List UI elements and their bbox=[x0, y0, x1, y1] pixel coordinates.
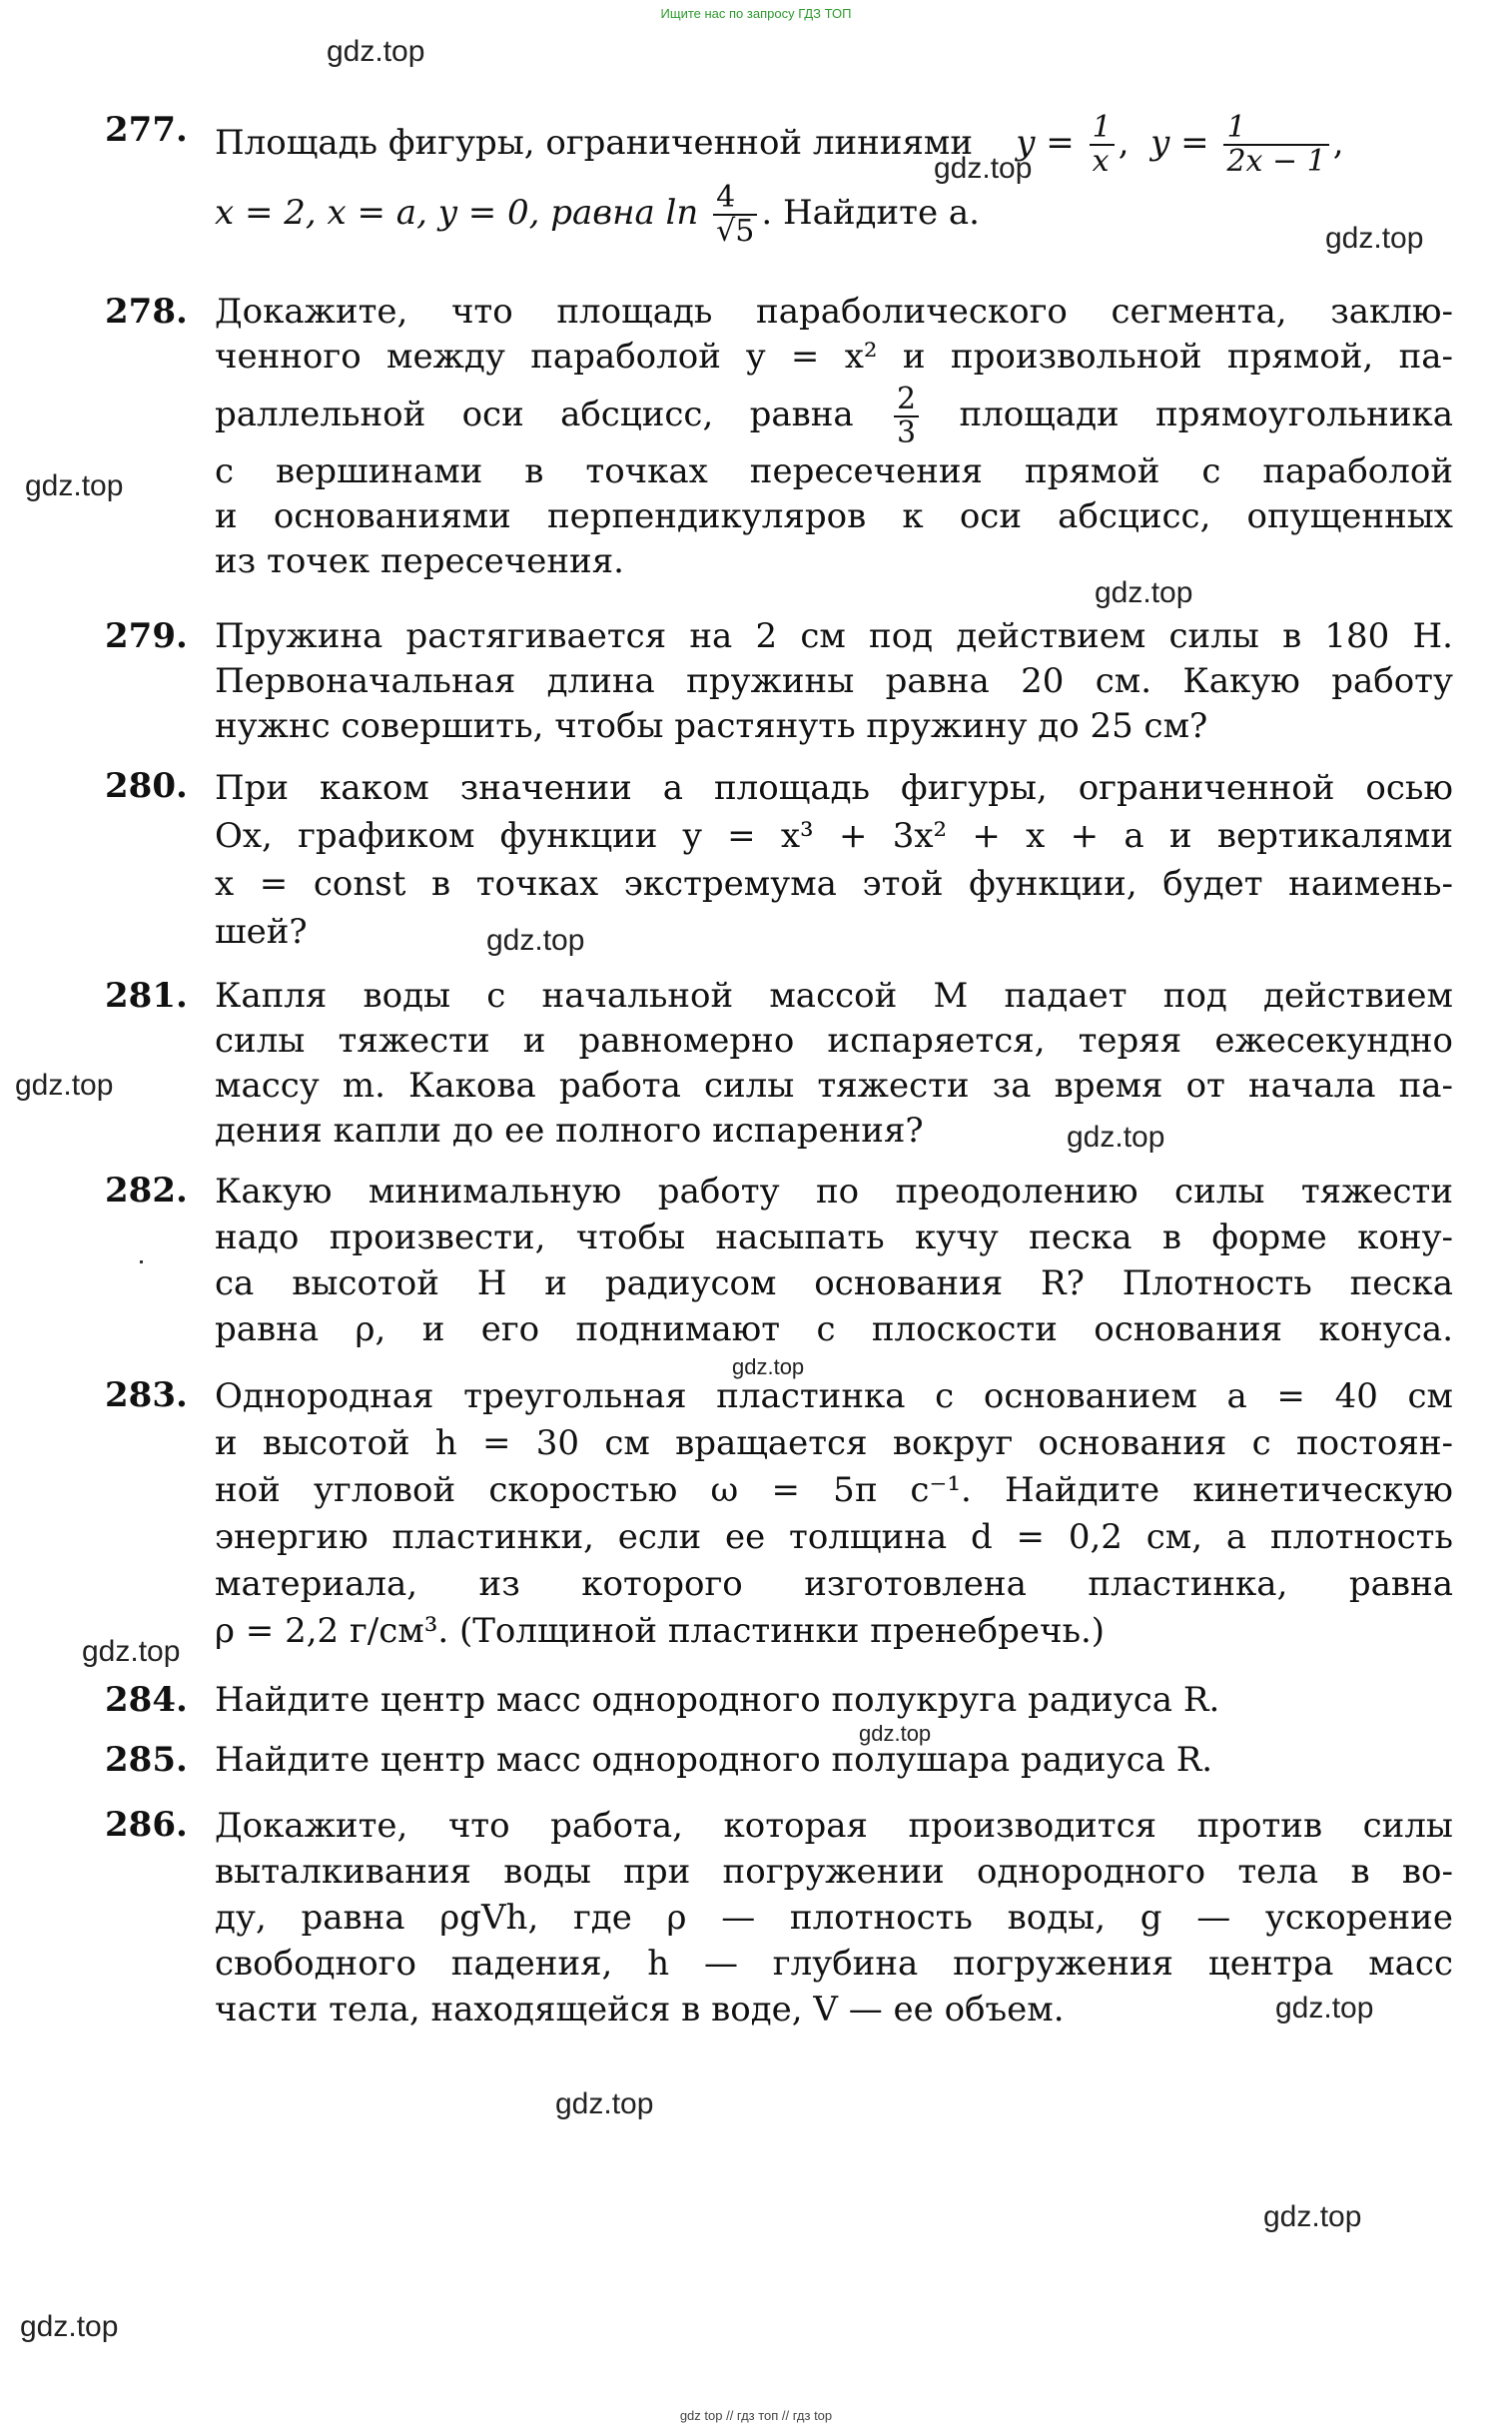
problem-text bbox=[215, 764, 1453, 956]
problem-number: 286. bbox=[105, 1805, 188, 1845]
problem-text bbox=[215, 1169, 1453, 1352]
formula-lhs: y = bbox=[1150, 123, 1209, 163]
watermark: gdz.top bbox=[25, 469, 124, 502]
problem-number: 278. bbox=[105, 292, 188, 332]
problem-number: 285. bbox=[105, 1740, 188, 1780]
text-line: Докажите, что работа, которая производится против силы bbox=[215, 1806, 1453, 1846]
watermark: gdz.top bbox=[82, 1635, 181, 1668]
problem-number: 280. bbox=[105, 766, 188, 806]
problem-279 bbox=[105, 614, 1453, 749]
fraction bbox=[894, 384, 919, 449]
text-fragment: . Найдите a. bbox=[761, 193, 980, 233]
problem-278 bbox=[105, 290, 1453, 584]
numerator: 4 bbox=[713, 182, 757, 216]
text-line: материала, из которого изготовлена пластинка, равна bbox=[215, 1564, 1453, 1604]
watermark: gdz.top bbox=[859, 1721, 932, 1746]
denominator: 2x − 1 bbox=[1226, 144, 1326, 179]
problem-text bbox=[215, 1678, 1453, 1723]
text-line: массу m. Какова работа силы тяжести за время от начала па- bbox=[215, 1066, 1453, 1106]
problem-number: 282. bbox=[105, 1171, 188, 1211]
watermark: gdz.top bbox=[1275, 1992, 1374, 2025]
fraction bbox=[1223, 112, 1328, 178]
formula-lhs: y = bbox=[1016, 123, 1075, 163]
problem-text: Площадь фигуры, ограниченной линиями y = $\frac{1}{x}$ , y = $\frac{1}{2x - 1}$ , x = 2, x = a, y = 0, равна ln $\frac{4}{√5}$ . Найдите a. bbox=[215, 110, 1344, 249]
watermark: gdz.top bbox=[327, 35, 425, 68]
watermark: gdz.top bbox=[20, 2310, 119, 2343]
text-line: Однородная треугольная пластинка с основанием a = 40 см bbox=[215, 1376, 1453, 1416]
problem-282 bbox=[105, 1169, 1453, 1352]
text-line: шей? bbox=[215, 912, 308, 952]
watermark: gdz.top bbox=[486, 924, 585, 957]
watermark: gdz.top bbox=[1263, 2200, 1362, 2233]
text-line: са высотой H и радиусом основания R? Плотность песка bbox=[215, 1263, 1453, 1303]
problem-number: 284. bbox=[105, 1680, 188, 1720]
watermark: gdz.top bbox=[555, 2087, 654, 2120]
watermark: gdz.top bbox=[15, 1069, 114, 1102]
text-line: из точек пересечения. bbox=[215, 541, 624, 581]
problem-number: 281. bbox=[105, 976, 188, 1016]
problem-285 bbox=[105, 1738, 1453, 1783]
watermark: gdz.top bbox=[732, 1354, 805, 1379]
text-fragment: раллельной оси абсцисс, равна bbox=[215, 395, 854, 434]
problem-text bbox=[215, 290, 1453, 584]
problem-280 bbox=[105, 764, 1453, 956]
problem-text bbox=[215, 614, 1453, 749]
text-line: части тела, находящейся в воде, V — ее объем. bbox=[215, 1990, 1065, 2030]
text-line: надо произвести, чтобы насыпать кучу песка в форме кону- bbox=[215, 1218, 1453, 1257]
problem-text bbox=[215, 1803, 1453, 2032]
numerator: 2 bbox=[894, 384, 919, 417]
problem-text bbox=[215, 974, 1453, 1154]
watermark: gdz.top bbox=[1325, 222, 1424, 255]
text-fragment: площади прямоугольника bbox=[959, 395, 1454, 434]
text-line: ду, равна ρgVh, где ρ — плотность воды, g — ускорение bbox=[215, 1898, 1453, 1938]
problem-number: 277. bbox=[105, 110, 188, 150]
text-line: Ox, графиком функции y = x³ + 3x² + x + a и вертикалями bbox=[215, 816, 1453, 856]
text-fragment: Площадь фигуры, ограниченной линиями bbox=[215, 123, 974, 163]
text-line: ρ = 2,2 г/см³. (Толщиной пластинки пренебречь.) bbox=[215, 1611, 1106, 1651]
text-line: Докажите, что площадь параболического сегмента, заклю- bbox=[215, 292, 1453, 332]
problem-284 bbox=[105, 1678, 1453, 1723]
text-line: с вершинами в точках пересечения прямой с параболой bbox=[215, 451, 1453, 491]
denominator: √5 bbox=[716, 214, 755, 249]
problem-text bbox=[215, 1373, 1453, 1655]
text-line: При каком значении a площадь фигуры, ограниченной осью bbox=[215, 768, 1453, 808]
text-line: и основаниями перпендикуляров к оси абсцисс, опущенных bbox=[215, 496, 1453, 536]
text-line: и высотой h = 30 см вращается вокруг основания с постоян- bbox=[215, 1423, 1453, 1463]
problem-283 bbox=[105, 1373, 1453, 1655]
text-line: x = const в точках экстремума этой функции, будет наимень- bbox=[215, 864, 1453, 904]
text-line: выталкивания воды при погружении однородного тела в во- bbox=[215, 1852, 1453, 1892]
text-line: энергию пластинки, если ее толщина d = 0,2 см, а плотность bbox=[215, 1517, 1453, 1557]
text-line: ной угловой скоростью ω = 5π с⁻¹. Найдите кинетическую bbox=[215, 1470, 1453, 1510]
text-line: Пружина растягивается на 2 см под действием силы в 180 Н. bbox=[215, 616, 1453, 656]
header-note: Ищите нас по запросу ГДЗ ТОП bbox=[660, 6, 852, 21]
fraction bbox=[713, 182, 757, 248]
watermark: gdz.top bbox=[1067, 1121, 1165, 1154]
text-line: Найдите центр масс однородного полукруга радиуса R. bbox=[215, 1680, 1220, 1720]
text-line: Первоначальная длина пружины равна 20 см. Какую работу bbox=[215, 661, 1453, 701]
text-line: дения капли до ее полного испарения? bbox=[215, 1111, 924, 1151]
text-line: ченного между параболой y = x² и произвольной прямой, па- bbox=[215, 337, 1453, 377]
numerator: 1 bbox=[1223, 112, 1328, 146]
text-line: Капля воды с начальной массой M падает под действием bbox=[215, 976, 1453, 1016]
problem-text bbox=[215, 1738, 1453, 1783]
problem-number: 283. bbox=[105, 1375, 188, 1415]
text-line bbox=[215, 380, 1453, 449]
text-line: равна ρ, и его поднимают с плоскости основания конуса. bbox=[215, 1309, 1453, 1349]
problem-286 bbox=[105, 1803, 1453, 2032]
problem-277 bbox=[105, 108, 1453, 248]
watermark: gdz.top bbox=[934, 152, 1033, 185]
problem-number: 279. bbox=[105, 616, 188, 656]
watermark: gdz.top bbox=[1095, 576, 1193, 609]
text-line: Какую минимальную работу по преодолению силы тяжести bbox=[215, 1172, 1453, 1212]
numerator: 1 bbox=[1090, 112, 1115, 146]
text-fragment: x = 2, x = a, y = 0, равна ln bbox=[215, 193, 699, 233]
denominator: 3 bbox=[897, 415, 917, 450]
problem-281 bbox=[105, 974, 1453, 1154]
text-line: свободного падения, h — глубина погружения центра масс bbox=[215, 1944, 1453, 1984]
fraction bbox=[1090, 112, 1115, 178]
footer-note: gdz top // гдз топ // гдз top bbox=[679, 2408, 833, 2423]
text-line: нужнс совершить, чтобы растянуть пружину до 25 см? bbox=[215, 706, 1208, 746]
text-line: силы тяжести и равномерно испаряется, теряя ежесекундно bbox=[215, 1021, 1453, 1061]
denominator: x bbox=[1092, 144, 1110, 179]
text-line: Найдите центр масс однородного полушара радиуса R. bbox=[215, 1740, 1213, 1780]
